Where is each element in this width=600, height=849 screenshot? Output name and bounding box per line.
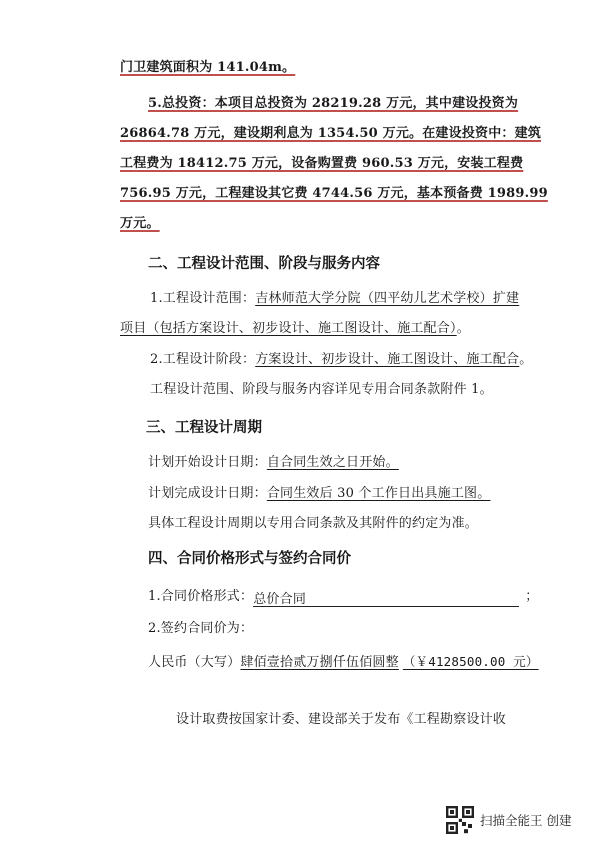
section-2-heading: 二、工程设计范围、阶段与服务内容 xyxy=(148,256,380,272)
design-note: 工程设计范围、阶段与服务内容详见专用合同条款附件 1。 xyxy=(150,382,493,397)
plan-end-value: 合同生效后 30 个工作日出具施工图。 xyxy=(266,486,491,501)
line-design-note xyxy=(150,380,493,400)
fee-note: 设计取费按国家计委、建设部关于发布《工程勘察设计收 xyxy=(176,712,507,727)
line-fee-note xyxy=(176,710,506,730)
line-investment-4 xyxy=(120,184,548,204)
line-design-stage xyxy=(150,350,532,370)
price-form-end: ； xyxy=(525,589,539,604)
line-design-scope-cont xyxy=(120,319,470,339)
rmb-label: 人民币（大写） xyxy=(148,655,241,670)
investment-text-5: 万元。 xyxy=(120,216,160,231)
section-3-heading: 三、工程设计周期 xyxy=(146,420,262,436)
plan-start-value: 自合同生效之日开始。 xyxy=(266,455,399,470)
scanner-watermark xyxy=(446,806,571,834)
line-investment-1 xyxy=(148,94,518,114)
investment-text-4: 756.95 万元，工程建设其它费 4744.56 万元，基本预备费 1989.99 xyxy=(120,186,548,201)
plan-end-label: 计划完成设计日期： xyxy=(148,486,267,501)
contract-price-label: 2.签约合同价为： xyxy=(148,621,254,636)
line-gate-area xyxy=(120,58,295,78)
line-investment-2 xyxy=(120,124,541,144)
design-scope-label: 1.工程设计范围： xyxy=(150,291,256,306)
qr-code-icon xyxy=(446,806,474,834)
plan-start-label: 计划开始设计日期： xyxy=(148,455,267,470)
design-scope-end: 。 xyxy=(456,321,470,336)
investment-text-1: 5.总投资：本项目总投资为 28219.28 万元，其中建设投资为 xyxy=(148,96,519,111)
price-form-label: 1.合同价格形式： xyxy=(148,589,254,604)
gate-area-text: 门卫建筑面积为 141.04m。 xyxy=(120,60,296,75)
line-plan-start xyxy=(148,453,399,473)
rmb-number: （￥4128500.00 元） xyxy=(402,654,539,669)
design-scope-cont: 项目（包括方案设计、初步设计、施工图设计、施工配合） xyxy=(120,321,457,336)
scanner-label: 扫描全能王 创建 xyxy=(480,813,572,828)
section-4-heading: 四、合同价格形式与签约合同价 xyxy=(148,551,351,567)
line-plan-end xyxy=(148,484,490,504)
price-form-blank xyxy=(253,590,519,607)
design-stage-value: 方案设计、初步设计、施工图设计、施工配合 xyxy=(255,352,520,367)
price-form-value: 总价合同 xyxy=(253,592,307,607)
line-rmb xyxy=(148,652,539,673)
investment-text-2: 26864.78 万元，建设期利息为 1354.50 万元。在建设投资中：建筑 xyxy=(120,126,542,141)
design-stage-end: 。 xyxy=(519,352,533,367)
line-period-note xyxy=(148,514,478,534)
line-price-form xyxy=(148,587,538,607)
line-contract-price xyxy=(148,619,253,639)
line-investment-3 xyxy=(120,154,523,174)
line-investment-5 xyxy=(120,214,160,234)
design-scope-value: 吉林师范大学分院（四平幼儿艺术学校）扩建 xyxy=(255,291,520,306)
line-design-scope xyxy=(150,289,519,309)
investment-text-3: 工程费为 18412.75 万元，设备购置费 960.53 万元，安装工程费 xyxy=(120,156,524,171)
design-stage-label: 2.工程设计阶段： xyxy=(150,352,256,367)
rmb-value: 肆佰壹拾贰万捌仟伍佰圆整 xyxy=(240,655,399,670)
period-note: 具体工程设计周期以专用合同条款及其附件的约定为准。 xyxy=(148,516,479,531)
